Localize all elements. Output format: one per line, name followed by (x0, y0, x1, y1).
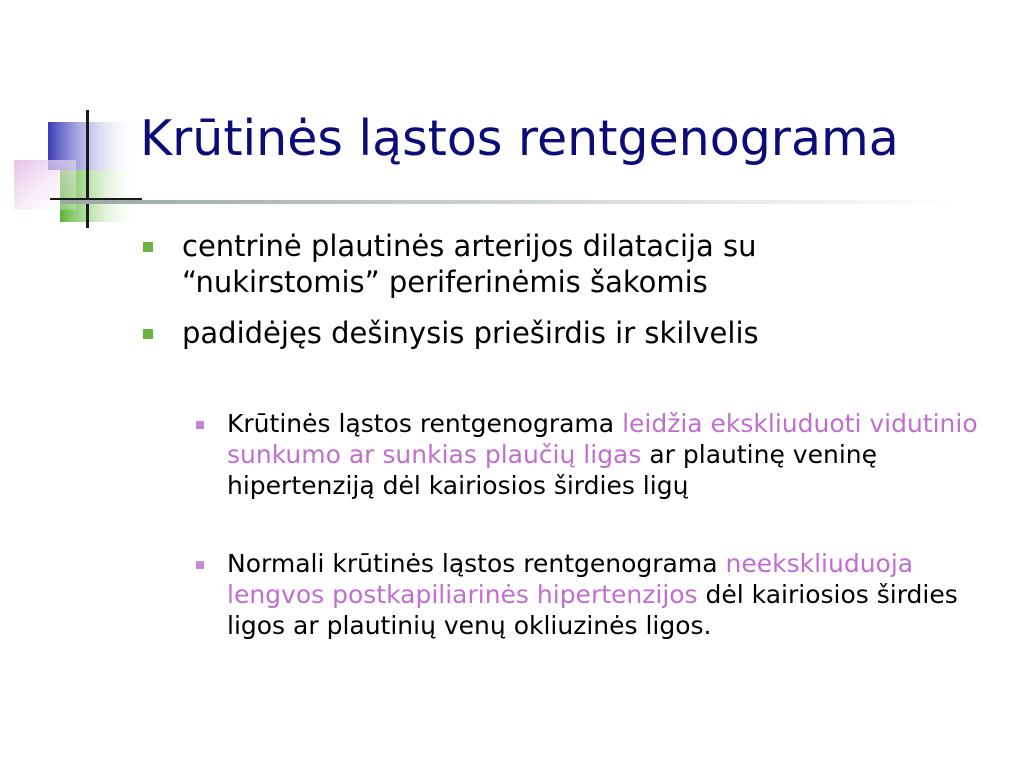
text-normal: dėl kairiosios širdies ligos ar plautinių venų okliuzinės ligos. (227, 580, 958, 640)
title-underline (60, 200, 960, 204)
slide-title: Krūtinės ląstos rentgenograma (140, 110, 899, 167)
decorative-squares-logo (0, 0, 160, 240)
bullet-text: centrinė plautinės arterijos dilatacija su “nukirstomis” periferinėmis šakomis (182, 229, 757, 299)
text-normal: Krūtinės ląstos rentgenograma (227, 409, 623, 438)
sub-bullet-text (227, 548, 987, 641)
square-bullet-icon (143, 242, 153, 252)
square-bullet-icon (196, 561, 204, 569)
text-highlight: neekskliuduoja lengvos postkapiliarinės hipertenzijos (227, 549, 914, 609)
square-bullet-icon (143, 329, 153, 339)
text-highlight: leidžia ekskliuduoti vidutinio sunkumo ar sunkias plaučių ligas (227, 409, 978, 469)
square-bullet-icon (196, 421, 204, 429)
sub-bullet-text (227, 408, 987, 501)
text-normal: ar plautinę veninę hipertenziją dėl kairiosios širdies ligų (227, 440, 877, 500)
bullet-text: padidėjęs dešinysis prieširdis ir skilvelis (182, 316, 759, 350)
text-normal: Normali krūtinės ląstos rentgenograma (227, 549, 726, 578)
